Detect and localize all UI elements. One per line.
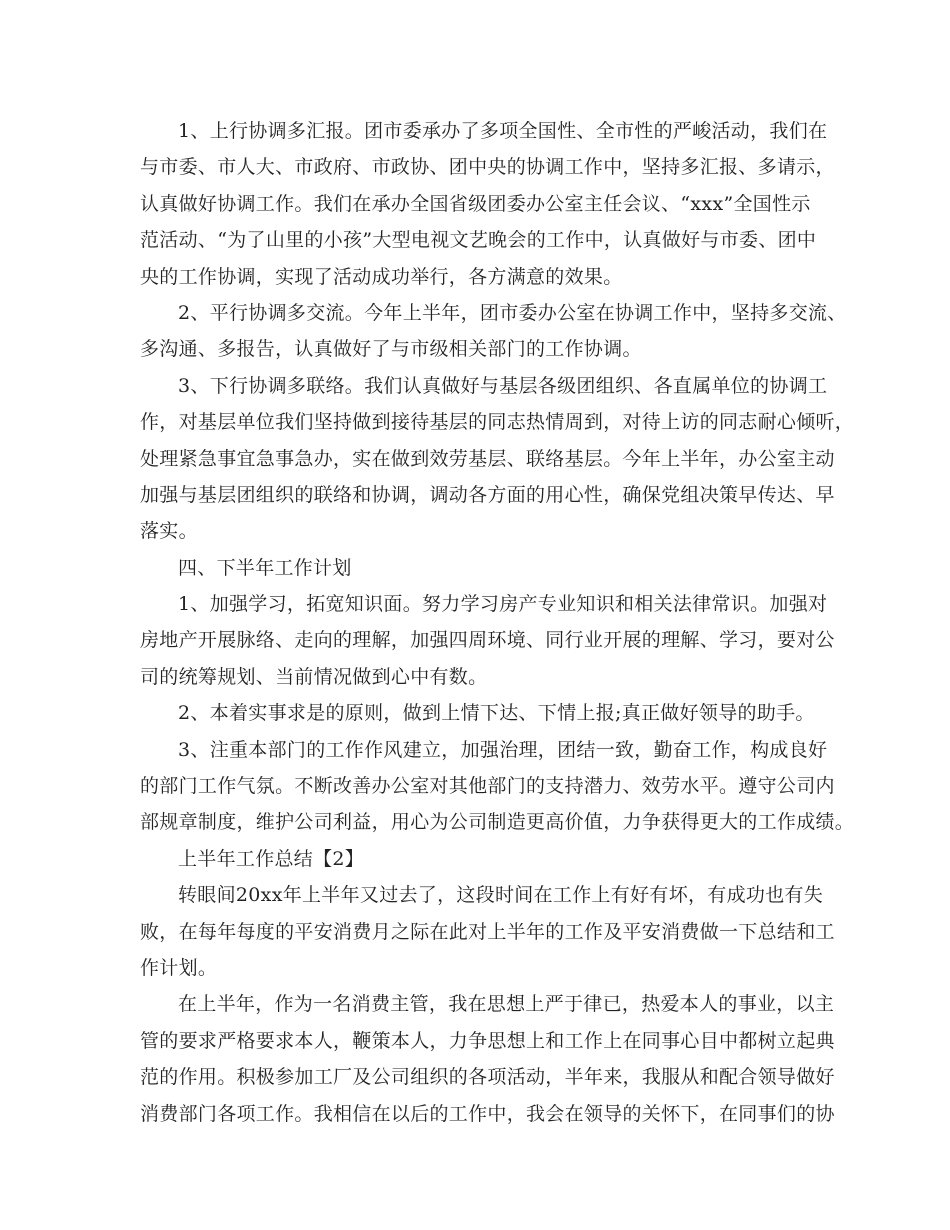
text-line: 司的统筹规划、当前情况做到心中有数。 (140, 665, 488, 688)
text-line: 上半年工作总结【2】 (178, 847, 365, 870)
text-line: 转眼间20xx年上半年又过去了，这段时间在工作上有好有坏，有成功也有失 (178, 884, 824, 907)
text-line: 央的工作协调，实现了活动成功举行，各方满意的效果。 (140, 265, 623, 288)
text-line: 与市委、市人大、市政府、市政协、团中央的协调工作中，坚持多汇报、多请示， (140, 156, 835, 179)
text-line: 加强与基层团组织的联络和协调，调动各方面的用心性，确保党组决策早传达、早 (140, 483, 835, 506)
text-line: 多沟通、多报告，认真做好了与市级相关部门的工作协调。 (140, 338, 642, 361)
text-line: 范活动、“为了山里的小孩”大型电视文艺晚会的工作中，认真做好与市委、团中 (140, 229, 817, 252)
text-line: 作计划。 (140, 956, 218, 979)
text-line: 部规章制度，维护公司利益，用心为公司制造更高价值，力争获得更大的工作成绩。 (140, 811, 855, 834)
text-line: 作，对基层单位我们坚持做到接待基层的同志热情周到，对待上访的同志耐心倾听， (140, 411, 855, 434)
document-body (140, 113, 855, 1132)
text-line: 1、上行协调多汇报。团市委承办了多项全国性、全市性的严峻活动，我们在 (178, 120, 828, 142)
text-line: 3、下行协调多联络。我们认真做好与基层各级团组织、各直属单位的协调工 (178, 374, 828, 397)
text-line: 消费部门各项工作。我相信在以后的工作中，我会在领导的关怀下，在同事们的协 (140, 1102, 835, 1125)
text-line: 2、平行协调多交流。今年上半年，团市委办公室在协调工作中，坚持多交流、 (178, 301, 847, 324)
text-line: 房地产开展脉络、走向的理解，加强四周环境、同行业开展的理解、学习，要对公 (140, 629, 835, 652)
text-line: 败，在每年每度的平安消费月之际在此对上半年的工作及平安消费做一下总结和工 (140, 920, 835, 943)
text-line: 范的作用。积极参加工厂及公司组织的各项活动，半年来，我服从和配合领导做好 (140, 1066, 835, 1089)
text-line: 在上半年，作为一名消费主管，我在思想上严于律已，热爱本人的事业，以主 (178, 993, 835, 1016)
text-line: 管的要求严格要求本人，鞭策本人，力争思想上和工作上在同事心目中都树立起典 (140, 1029, 835, 1052)
text-line: 2、本着实事求是的原则，做到上情下达、下情上报;真正做好领导的助手。 (178, 702, 815, 725)
text-line: 1、加强学习，拓宽知识面。努力学习房产专业知识和相关法律常识。加强对 (178, 593, 828, 616)
text-line: 处理紧急事宜急事急办，实在做到效劳基层、联络基层。今年上半年，办公室主动 (140, 447, 835, 470)
text-line: 落实。 (140, 520, 198, 543)
text-line: 四、下半年工作计划 (178, 556, 352, 579)
text-line: 3、注重本部门的工作作风建立，加强治理，团结一致，勤奋工作，构成良好 (178, 738, 828, 761)
text-line: 认真做好协调工作。我们在承办全国省级团委办公室主任会议、“xxx”全国性示 (140, 192, 811, 215)
text-line: 的部门工作气氛。不断改善办公室对其他部门的支持潜力、效劳水平。遵守公司内 (140, 775, 835, 798)
